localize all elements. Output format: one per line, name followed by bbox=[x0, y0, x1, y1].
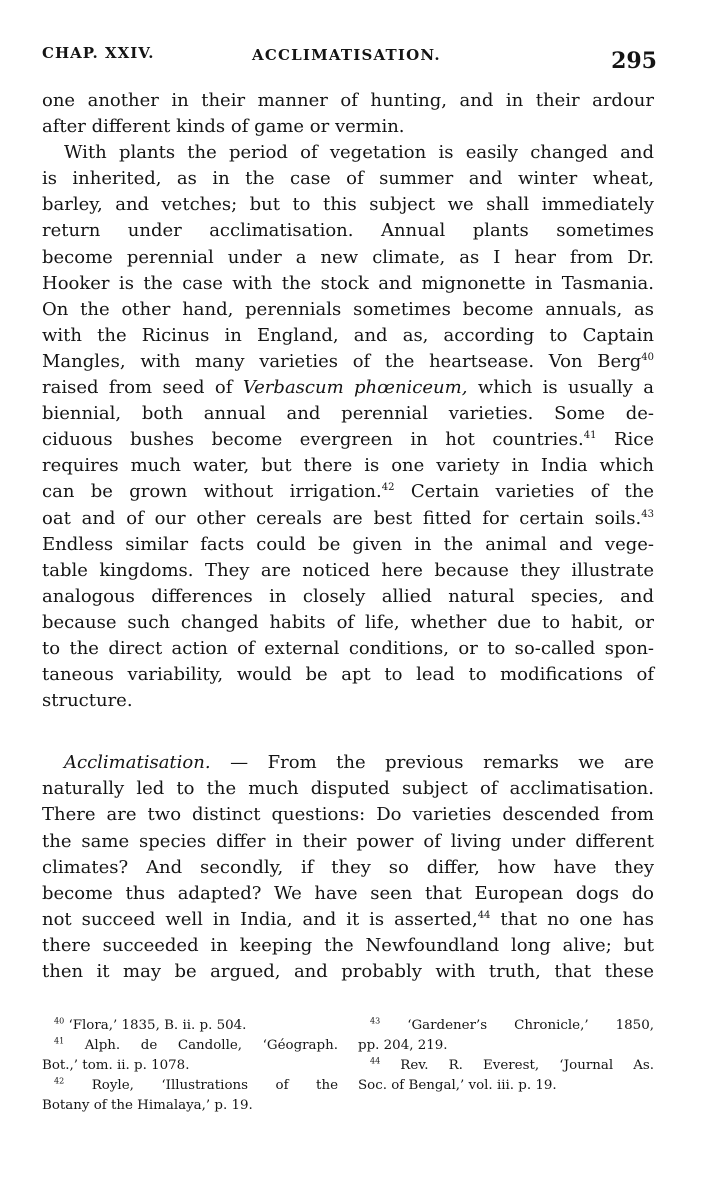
text-line: with the Ricinus in England, and as, according to Captain bbox=[42, 324, 654, 346]
footnote-text: Rev. R. Everest, ‘Journal As. bbox=[400, 1058, 654, 1073]
footnote-41-cont: Bot.,’ tom. ii. p. 1078. bbox=[42, 1058, 190, 1073]
text-line: after different kinds of game or vermin. bbox=[42, 116, 405, 138]
text-line: climates? And secondly, if they so differ, how have they bbox=[42, 856, 654, 878]
footnote-ref: 41 bbox=[583, 430, 597, 442]
text-line: one another in their manner of hunting, and in their ardour bbox=[42, 90, 654, 111]
text-line: to the direct action of external conditions, or to so-called spon- bbox=[42, 637, 654, 659]
text-line: There are two distinct questions: Do varieties descended from bbox=[42, 804, 654, 826]
text-line: there succeeded in keeping the Newfoundland long alive; but bbox=[42, 934, 654, 956]
text-line: analogous differences in closely allied natural species, and bbox=[42, 585, 654, 607]
footnote-ref: 44 bbox=[477, 909, 491, 921]
footnote-41 bbox=[42, 1036, 338, 1056]
footnote-ref: 40 bbox=[641, 351, 654, 363]
text-line: With plants the period of vegetation is easily changed and bbox=[64, 142, 654, 164]
text-line bbox=[42, 506, 654, 532]
line-text: oat and of our other cereals are best fitted for certain soils. bbox=[42, 507, 642, 529]
text-line: On the other hand, perennials sometimes become annuals, as bbox=[42, 298, 654, 320]
text-line: taneous variability, would be apt to lead to modifications of bbox=[42, 664, 654, 686]
text-line: structure. bbox=[42, 690, 133, 712]
line-text: not succeed well in India, and it is asserted, bbox=[42, 908, 478, 930]
footnote-number: 42 bbox=[54, 1076, 65, 1086]
text-line: barley, and vetches; but to this subject we shall immediately bbox=[42, 194, 654, 216]
text-line bbox=[42, 750, 654, 776]
species-name: Verbascum phœniceum, bbox=[242, 377, 468, 399]
footnote-42-cont: Botany of the Himalaya,’ p. 19. bbox=[42, 1098, 253, 1113]
section-gap bbox=[42, 714, 654, 750]
footnote-number: 40 bbox=[54, 1016, 65, 1026]
text-line: because such changed habits of life, whether due to habit, or bbox=[42, 611, 654, 633]
text-line: the same species differ in their power of living under different bbox=[42, 830, 654, 852]
footnote-ref: 43 bbox=[641, 508, 654, 520]
text-line: requires much water, but there is one variety in India which bbox=[42, 455, 654, 477]
line-text: raised from seed of bbox=[42, 377, 233, 399]
footnote-text: ‘Flora,’ 1835, B. ii. p. 504. bbox=[68, 1018, 247, 1033]
chapter-label: CHAP. XXIV. bbox=[42, 44, 155, 62]
text-line bbox=[42, 349, 654, 375]
text-line bbox=[42, 907, 654, 933]
line-text: — From the previous remarks we are bbox=[230, 752, 654, 774]
footnote-number: 41 bbox=[54, 1036, 65, 1046]
line-text: Certain varieties of the bbox=[410, 481, 655, 503]
text-line bbox=[42, 479, 654, 505]
text-line: Endless similar facts could be given in the animal and vege- bbox=[42, 533, 654, 555]
footnote-43 bbox=[358, 1016, 654, 1036]
text-line: biennial, both annual and perennial varieties. Some de- bbox=[42, 403, 654, 425]
footnote-text: ‘Gardener’s Chronicle,’ 1850, bbox=[407, 1018, 654, 1033]
text-line bbox=[42, 427, 654, 453]
footnote-44-cont: Soc. of Bengal,’ vol. iii. p. 19. bbox=[358, 1078, 557, 1093]
line-text: can be grown without irrigation. bbox=[42, 481, 382, 503]
running-header bbox=[42, 38, 657, 78]
footnote-ref: 42 bbox=[381, 482, 395, 494]
page-number: 295 bbox=[611, 48, 657, 74]
text-line bbox=[42, 375, 654, 401]
line-text: Mangles, with many varieties of the heartsease. Von Berg bbox=[42, 350, 642, 372]
footnote-column-left bbox=[42, 1016, 338, 1116]
text-line: naturally led to the much disputed subject of acclimatisation. bbox=[42, 778, 654, 800]
line-text: that no one has bbox=[500, 908, 655, 930]
text-line: become thus adapted? We have seen that European dogs do bbox=[42, 882, 654, 904]
footnote-text: Alph. de Candolle, ‘Géograph. bbox=[84, 1038, 338, 1053]
line-text: ciduous bushes become evergreen in hot countries. bbox=[42, 429, 584, 451]
running-title: ACCLIMATISATION. bbox=[252, 46, 441, 64]
text-line: become perennial under a new climate, as I hear from Dr. bbox=[42, 246, 654, 268]
footnote-44 bbox=[358, 1056, 654, 1076]
body-text bbox=[42, 88, 654, 985]
footnote-40 bbox=[42, 1016, 338, 1036]
footnote-column-right bbox=[358, 1016, 654, 1096]
section-heading: Acclimatisation. bbox=[64, 752, 211, 774]
text-line: table kingdoms. They are noticed here because they illustrate bbox=[42, 559, 654, 581]
footnote-42 bbox=[42, 1076, 338, 1096]
footnote-number: 44 bbox=[370, 1056, 381, 1066]
text-line: then it may be argued, and probably with truth, that these bbox=[42, 961, 654, 982]
footnote-text: Royle, ‘Illustrations of the bbox=[91, 1078, 338, 1093]
footnote-number: 43 bbox=[370, 1016, 381, 1026]
text-line: Hooker is the case with the stock and mignonette in Tasmania. bbox=[42, 272, 654, 294]
text-line: is inherited, as in the case of summer and winter wheat, bbox=[42, 168, 654, 190]
footnote-43-cont: pp. 204, 219. bbox=[358, 1038, 448, 1053]
line-text: Rice bbox=[613, 429, 654, 451]
line-text: which is usually a bbox=[477, 377, 654, 399]
text-line: return under acclimatisation. Annual plants sometimes bbox=[42, 220, 654, 242]
